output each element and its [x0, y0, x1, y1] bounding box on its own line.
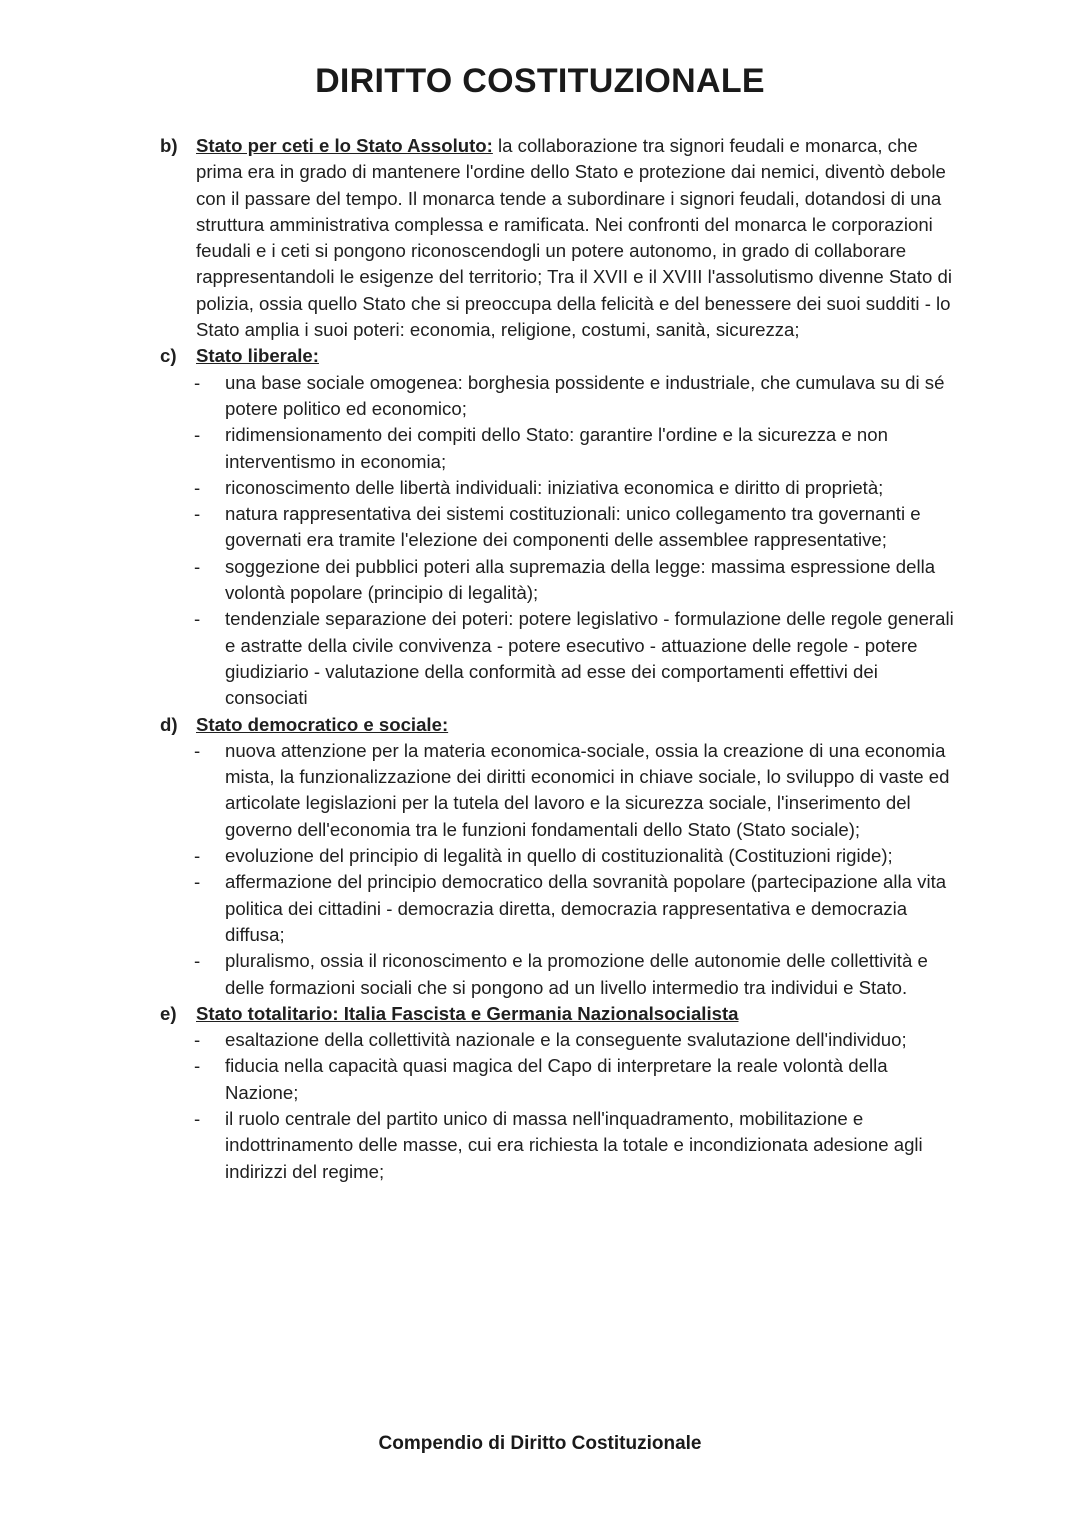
- list-item: [160, 1106, 960, 1185]
- bullet-dash: -: [194, 555, 201, 577]
- bullet-dash: -: [194, 371, 201, 393]
- bullet-dash: -: [194, 739, 201, 761]
- list-item: [160, 869, 960, 948]
- bullet-dash: -: [194, 871, 201, 893]
- list-item: [160, 501, 960, 554]
- list-item-text: soggezione dei pubblici poteri alla supremazia della legge: massima espressione della volontà popolare (principio di legalità);: [225, 555, 936, 604]
- bullet-dash: -: [194, 1107, 201, 1129]
- page-title: DIRITTO COSTITUZIONALE: [315, 62, 765, 100]
- list-item: [160, 606, 960, 711]
- bullet-dash: -: [194, 608, 201, 630]
- list-item-text: fiducia nella capacità quasi magica del Capo di interpretare la reale volontà della Nazione;: [225, 1055, 888, 1103]
- list-item-text: esaltazione della collettività nazionale e la conseguente svalutazione dell'individuo;: [225, 1029, 907, 1051]
- bullet-dash: -: [194, 424, 201, 446]
- list-item-text: pluralismo, ossia il riconoscimento e la promozione delle autonomie delle collettività e delle formazioni sociali che si pongono ad un livello intermedio tra individui e Stato.: [225, 950, 928, 998]
- list-item-text: natura rappresentativa dei sistemi costituzionali: unico collegamento tra governanti e governati era tramite l'elezione dei componenti delle assemblee rappresentative;: [225, 503, 921, 551]
- section-stato-totalitario: [160, 1001, 960, 1027]
- section-body: [196, 712, 960, 738]
- section-marker: c): [160, 345, 177, 367]
- section-text: la collaborazione tra signori feudali e monarca, che prima era in grado di mantenere l'ordine dello Stato e protezione dai nemici, diventò debole con il passare del tempo. Il monarca tende a subordinare i signori feudali, dotandosi di una struttura amministrativa complessa e ramificata. Nei confronti del monarca le corporazioni feudali e i ceti si pongono riconoscendogli un potere autonomo, in grado di collaborare rappresentandoli le esigenze del territorio; Tra il XVII e il XVIII l'assolutismo divenne Stato di polizia, ossia quello Stato che si preoccupa della felicità e del benessere dei suoi sudditi - lo Stato amplia i suoi poteri: economia, religione, costumi, sanità, sicurezza;: [196, 135, 952, 341]
- section-heading: Stato liberale:: [196, 345, 319, 367]
- section-body: [196, 133, 960, 343]
- section-marker: e): [160, 1002, 177, 1024]
- list-item-text: una base sociale omogenea: borghesia possidente e industriale, che cumulava su di sé potere politico ed economico;: [225, 371, 945, 419]
- list-item: [160, 554, 960, 607]
- section-stato-assoluto: [160, 133, 960, 343]
- bullet-dash: -: [194, 1055, 201, 1077]
- list-item: [160, 948, 960, 1001]
- bullet-list-stato-totalitario: [160, 1027, 960, 1185]
- bullet-dash: -: [194, 1029, 201, 1051]
- list-item-text: affermazione del principio democratico della sovranità popolare (partecipazione alla vita politica dei cittadini - democrazia diretta, democrazia rappresentativa e democrazia diffusa;: [225, 871, 947, 945]
- list-item: [160, 1053, 960, 1106]
- bullet-dash: -: [194, 503, 201, 525]
- bullet-list-stato-democratico: [160, 738, 960, 1001]
- list-item: [160, 738, 960, 843]
- list-item: [160, 843, 960, 869]
- list-item: [160, 475, 960, 501]
- section-body: [196, 343, 960, 369]
- bullet-dash: -: [194, 476, 201, 498]
- list-item: [160, 1027, 960, 1053]
- list-item: [160, 370, 960, 423]
- list-item-text: evoluzione del principio di legalità in quello di costituzionalità (Costituzioni rigide);: [225, 845, 893, 867]
- section-heading: Stato totalitario: Italia Fascista e Germania Nazionalsocialista: [196, 1002, 739, 1024]
- bullet-dash: -: [194, 950, 201, 972]
- list-item-text: ridimensionamento dei compiti dello Stato: garantire l'ordine e la sicurezza e non interventismo in economia;: [225, 424, 888, 472]
- section-body: [196, 1001, 960, 1027]
- list-item-text: il ruolo centrale del partito unico di massa nell'inquadramento, mobilitazione e indottrinamento delle masse, cui era richiesta la totale e incondizionata adesione agli indirizzi del regime;: [225, 1107, 923, 1182]
- document-body: [160, 133, 960, 1185]
- page-footer: Compendio di Diritto Costituzionale: [378, 1433, 702, 1454]
- list-item: [160, 422, 960, 475]
- list-item-text: nuova attenzione per la materia economica-sociale, ossia la creazione di una economia mista, la funzionalizzazione dei diritti economici in chiave sociale, lo sviluppo di vaste ed articolate legislazioni per la tutela del lavoro e la sicurezza sociale, l'inserimento del governo dell'economia tra le funzioni fondamentali dello Stato (Stato sociale);: [225, 739, 950, 840]
- section-marker: b): [160, 135, 178, 156]
- section-marker: d): [160, 713, 178, 735]
- list-item-text: tendenziale separazione dei poteri: potere legislativo - formulazione delle regole generali e astratte della civile convivenza - potere esecutivo - attuazione delle regole - potere giudiziario - valutazione della conformità ad esse dei comportamenti effettivi dei consociati: [225, 608, 954, 709]
- bullet-dash: -: [194, 845, 201, 867]
- section-heading: Stato per ceti e lo Stato Assoluto:: [196, 135, 493, 156]
- bullet-list-stato-liberale: [160, 370, 960, 712]
- section-heading: Stato democratico e sociale:: [196, 713, 449, 735]
- section-stato-democratico: [160, 712, 960, 738]
- section-stato-liberale: [160, 343, 960, 369]
- list-item-text: riconoscimento delle libertà individuali: iniziativa economica e diritto di proprietà;: [225, 476, 884, 498]
